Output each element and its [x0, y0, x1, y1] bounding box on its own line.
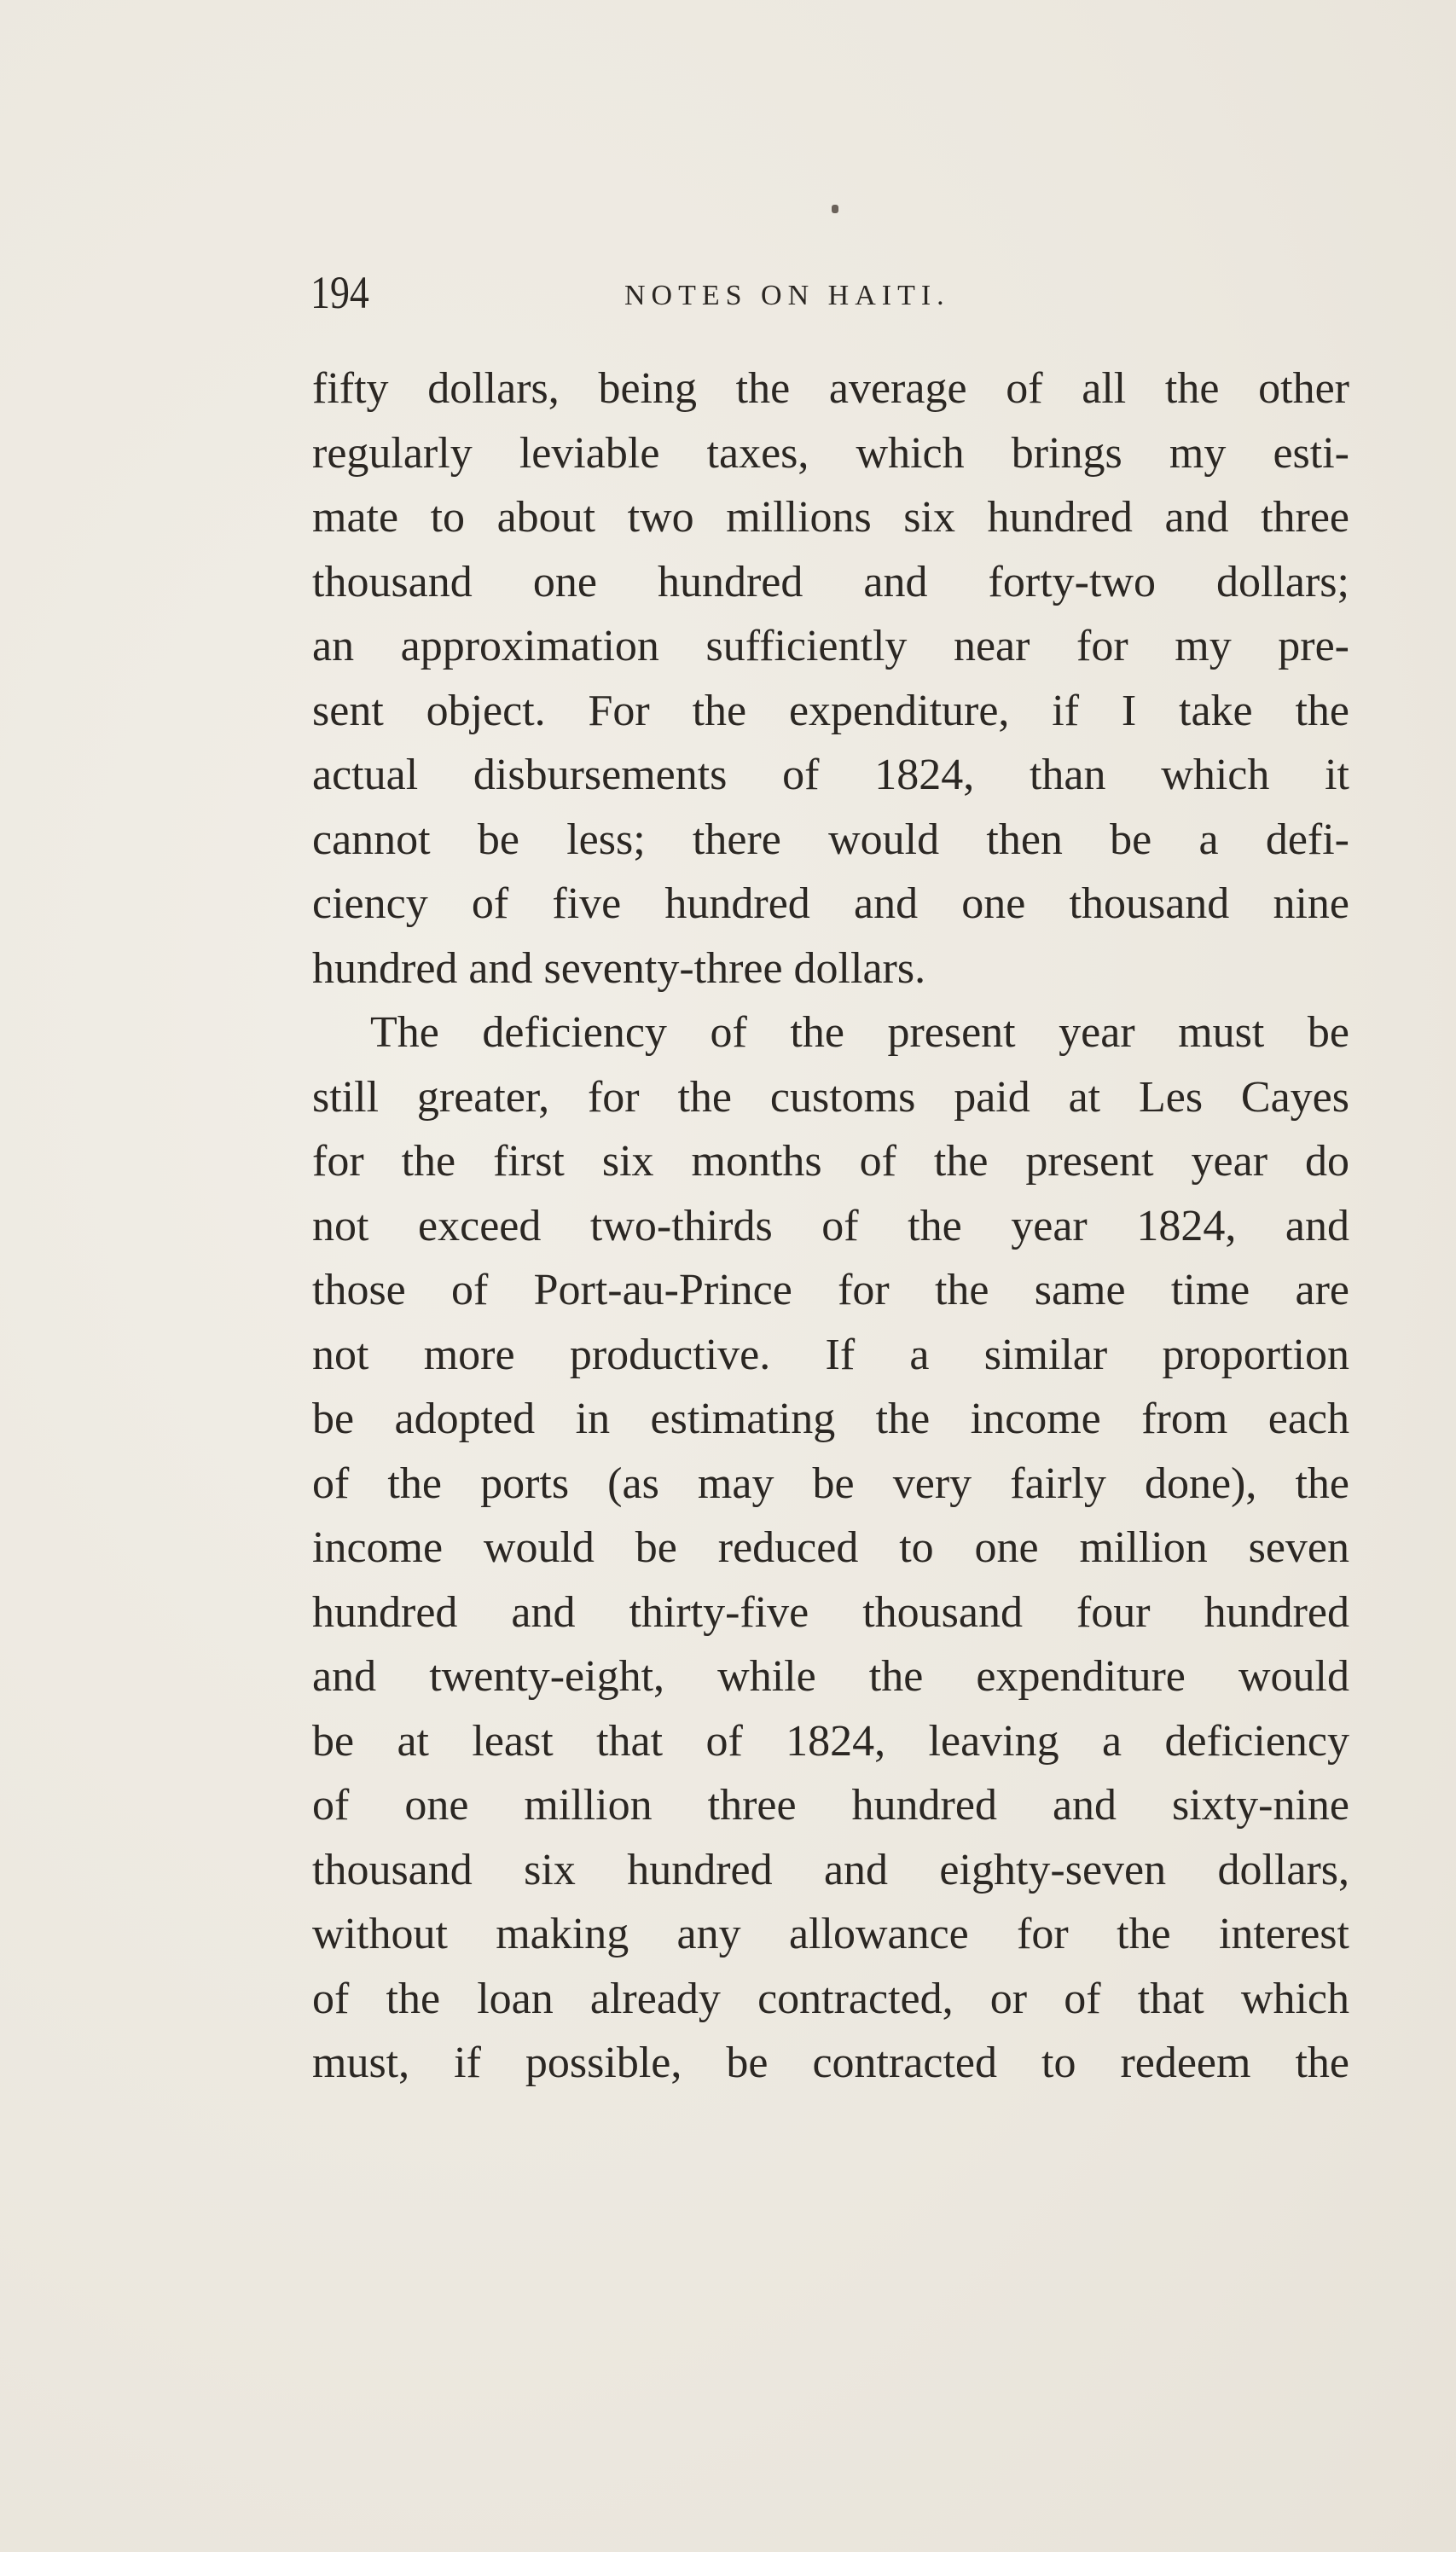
- text-line: hundred and seventy-three dollars.: [312, 943, 926, 993]
- text-line: those of Port-au-Prince for the same time are: [312, 1266, 1349, 1314]
- text-line: of one million three hundred and sixty-nine: [312, 1781, 1349, 1830]
- text-line: not exceed two-thirds of the year 1824, and: [312, 1201, 1349, 1250]
- text-line: for the first six months of the present year do: [312, 1137, 1349, 1186]
- text-line: be adopted in estimating the income from each: [312, 1395, 1349, 1443]
- text-line: not more productive. If a similar proportion: [312, 1330, 1349, 1379]
- text-line: ciency of five hundred and one thousand nine: [312, 879, 1349, 928]
- text-line: of the loan already contracted, or of that which: [312, 1974, 1349, 2023]
- text-line: of the ports (as may be very fairly done), the: [312, 1459, 1349, 1508]
- page-number: 194: [310, 267, 369, 318]
- text-line: hundred and thirty-five thousand four hundred: [312, 1587, 1349, 1637]
- text-line: and twenty-eight, while the expenditure would: [312, 1652, 1349, 1701]
- body-text: [312, 357, 1349, 2096]
- text-line: still greater, for the customs paid at Les Cayes: [312, 1072, 1349, 1122]
- text-line: cannot be less; there would then be a defi-: [312, 815, 1349, 864]
- text-line: sent object. For the expenditure, if I take the: [312, 686, 1349, 735]
- text-line: thousand one hundred and forty-two dollars;: [312, 557, 1349, 606]
- text-line: without making any allowance for the interest: [312, 1910, 1349, 1958]
- running-title: NOTES ON HAITI.: [624, 280, 950, 311]
- text-line: be at least that of 1824, leaving a deficiency: [312, 1716, 1349, 1766]
- text-line: fifty dollars, being the average of all the other: [312, 364, 1349, 413]
- text-line: thousand six hundred and eighty-seven dollars,: [312, 1845, 1349, 1894]
- text-line: The deficiency of the present year must be: [370, 1008, 1349, 1057]
- text-line: regularly leviable taxes, which brings my esti-: [312, 428, 1349, 478]
- text-line: must, if possible, be contracted to redeem the: [312, 2039, 1349, 2087]
- text-line: an approximation sufficiently near for my pre-: [312, 622, 1349, 670]
- text-line: actual disbursements of 1824, than which it: [312, 751, 1349, 799]
- ink-speck: [832, 205, 838, 213]
- text-line: income would be reduced to one million seven: [312, 1523, 1349, 1572]
- text-line: mate to about two millions six hundred and three: [312, 493, 1349, 542]
- running-header: [310, 266, 1353, 317]
